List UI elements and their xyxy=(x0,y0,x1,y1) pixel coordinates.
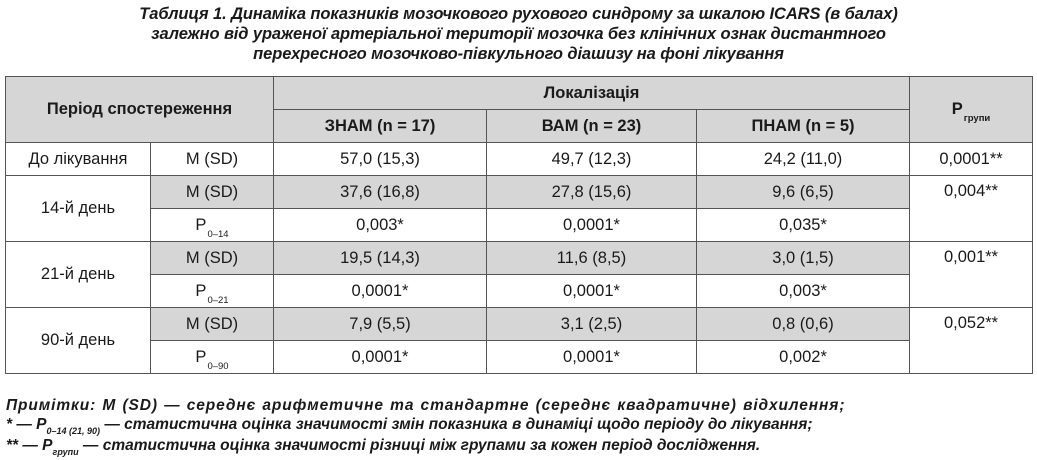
period-label: До лікування xyxy=(6,143,151,176)
notes-line-2-sub: 0–14 (21, 90) xyxy=(46,426,101,436)
header-group-vam: ВАМ (n = 23) xyxy=(487,110,697,143)
p-value-cell: 0,0001* xyxy=(487,275,697,308)
metric-label: M (SD) xyxy=(151,176,274,209)
p-value-cell: 0,003* xyxy=(274,209,487,242)
p-group-value xyxy=(910,308,1033,374)
notes-line-3-sub: групи xyxy=(52,447,79,457)
table-row xyxy=(6,209,1033,242)
value-cell: 3,1 (2,5) xyxy=(487,308,697,341)
p-label-sub: 0–14 xyxy=(207,228,229,240)
table-notes xyxy=(6,396,1036,457)
header-p-group xyxy=(910,77,1033,143)
value-cell: 9,6 (6,5) xyxy=(697,176,910,209)
caption-line-1: Таблиця 1. Динаміка показників мозочкового рухового синдрому за шкалою ICARS (в балах) xyxy=(139,5,898,23)
p-value-cell: 0,0001* xyxy=(274,341,487,374)
p-group-value xyxy=(910,176,1033,242)
value-cell: 0,8 (0,6) xyxy=(697,308,910,341)
value-cell: 49,7 (12,3) xyxy=(487,143,697,176)
header-group-znam: ЗНАМ (n = 17) xyxy=(274,110,487,143)
caption-line-3: перехресного мозочково-півкульного діашизу на фоні лікування xyxy=(253,45,784,63)
notes-line-2-text: — статистична оцінка значимості змін показника в динаміці щодо періоду до лікування; xyxy=(100,416,813,433)
period-label: 90-й день xyxy=(6,308,151,374)
p-label-main: P xyxy=(195,281,207,300)
value-cell: 57,0 (15,3) xyxy=(274,143,487,176)
table-row xyxy=(6,341,1033,374)
p-label xyxy=(151,341,274,374)
icars-table xyxy=(5,76,1033,374)
p-group-text: 0,004** xyxy=(943,182,999,200)
header-p-group-main: P xyxy=(951,100,963,118)
p-value-cell: 0,003* xyxy=(697,275,910,308)
table-row xyxy=(6,242,1033,275)
p-value-cell: 0,0001* xyxy=(487,209,697,242)
metric-label: M (SD) xyxy=(151,143,274,176)
value-cell: 3,0 (1,5) xyxy=(697,242,910,275)
metric-label: M (SD) xyxy=(151,308,274,341)
p-value-cell: 0,002* xyxy=(697,341,910,374)
metric-label: M (SD) xyxy=(151,242,274,275)
notes-line-3-text: — статистична оцінка значимості різниці між групами за кожен період дослідження. xyxy=(78,437,761,454)
notes-line-3 xyxy=(6,436,1036,457)
value-cell: 24,2 (11,0) xyxy=(697,143,910,176)
header-group-pnam: ПНАМ (n = 5) xyxy=(697,110,910,143)
table-caption xyxy=(0,4,1037,64)
p-label xyxy=(151,275,274,308)
p-label-main: P xyxy=(195,347,207,366)
value-cell: 11,6 (8,5) xyxy=(487,242,697,275)
header-localization: Локалізація xyxy=(274,77,910,110)
value-cell: 19,5 (14,3) xyxy=(274,242,487,275)
p-label-sub: 0–21 xyxy=(207,294,229,306)
table-row xyxy=(6,176,1033,209)
p-label xyxy=(151,209,274,242)
notes-line-2 xyxy=(6,415,1036,436)
table-row xyxy=(6,308,1033,341)
p-group-text: 0,052** xyxy=(943,314,999,332)
p-value-cell: 0,0001* xyxy=(487,341,697,374)
value-cell: 27,8 (15,6) xyxy=(487,176,697,209)
p-label-sub: 0–90 xyxy=(207,360,229,372)
p-group-value xyxy=(910,242,1033,308)
value-cell: 7,9 (5,5) xyxy=(274,308,487,341)
p-label-main: P xyxy=(195,215,207,234)
notes-line-3-prefix: ** — P xyxy=(6,437,53,454)
p-value-cell: 0,035* xyxy=(697,209,910,242)
p-group-value: 0,0001** xyxy=(910,143,1033,176)
table-row xyxy=(6,275,1033,308)
period-label: 21-й день xyxy=(6,242,151,308)
p-group-text: 0,001** xyxy=(943,248,999,266)
header-p-group-sub: групи xyxy=(963,113,991,124)
table-row xyxy=(6,143,1033,176)
caption-line-2: залежно від ураженої артеріальної території мозочка без клінічних ознак дистантного xyxy=(151,25,886,43)
period-label: 14-й день xyxy=(6,176,151,242)
p-value-cell: 0,0001* xyxy=(274,275,487,308)
notes-line-1: Примітки: M (SD) — середнє арифметичне та стандартне (середнє квадратичне) відхилення; xyxy=(6,397,846,414)
value-cell: 37,6 (16,8) xyxy=(274,176,487,209)
notes-line-2-prefix: * — P xyxy=(6,416,47,433)
header-period: Період спостереження xyxy=(6,77,274,143)
